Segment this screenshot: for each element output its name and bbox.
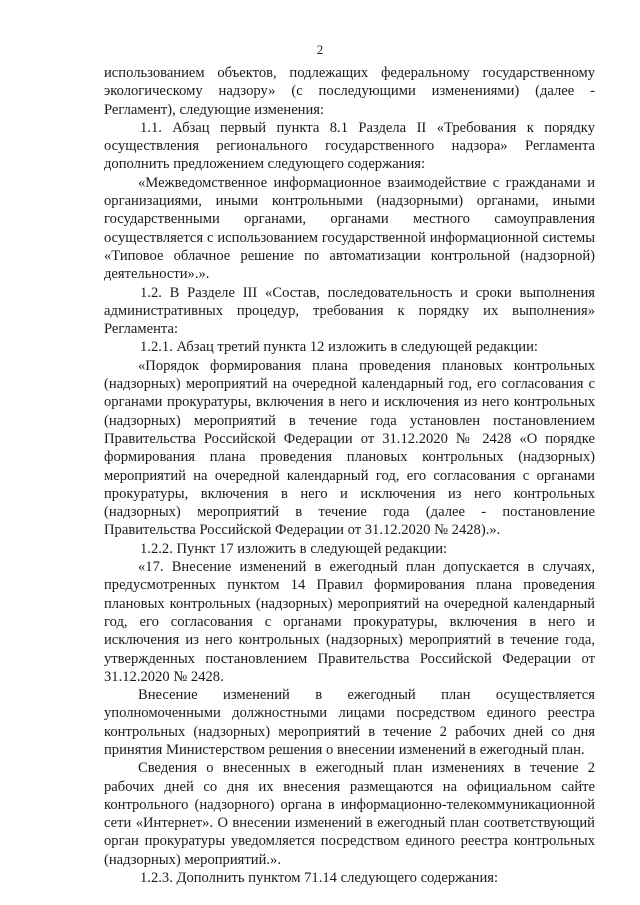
paragraph-quote-point-17: «17. Внесение изменений в ежегодный план допускается в случаях, предусмотренных пунктом 14 Правил формирования плана проведения плановых контрольных (надзорных) мероприятий на очередной календарный год, его согласования с органами прокуратуры, включения в него и исключения из него контрольных (надзорных) мероприятий в течение года, утвержденных постановлением Правительства Российской Федерации от 31.12.2020 № 2428. — [104, 559, 595, 685]
paragraph-quote-interaction: «Межведомственное информационное взаимодействие с гражданами и организациями, иными контрольными (надзорными) органами, иными государственными органами, органами местного самоуправления осуществляется с использованием государственной информационной системы «Типовое облачное решение по автоматизации контрольной (надзорной) деятельности».». — [104, 174, 595, 283]
paragraph-plan-changes: Внесение изменений в ежегодный план осуществляется уполномоченными должностными лицами посредством единого реестра контрольных (надзорных) мероприятий в течение 2 рабочих дней со дня принятия Министерством решения о внесении изменений в ежегодный план. — [104, 687, 595, 758]
paragraph-item-1-2-3: 1.2.3. Дополнить пунктом 71.14 следующего содержания: — [140, 870, 499, 887]
paragraph-item-1-1: 1.1. Абзац первый пункта 8.1 Раздела II «Требования к порядку осуществления регионального государственного надзора» Регламента дополнить предложением следующего содержания: — [104, 119, 595, 173]
paragraph-item-1-2-2: 1.2.2. Пункт 17 изложить в следующей редакции: — [140, 540, 448, 557]
paragraph-intro-continuation: использованием объектов, подлежащих федеральному государственному экологическому надзору» (с последующими изменениями) (далее - Регламент), следующие изменения: — [104, 65, 595, 118]
paragraph-item-1-2: 1.2. В Разделе III «Состав, последовательность и сроки выполнения административных процедур, требования к порядку их выполнения» Регламента: — [104, 284, 595, 338]
paragraph-item-1-2-1: 1.2.1. Абзац третий пункта 12 изложить в следующей редакции: — [140, 339, 538, 356]
page-number: 2 — [316, 42, 324, 57]
paragraph-plan-publication: Сведения о внесенных в ежегодный план изменениях в течение 2 рабочих дней со дня их внесения размещаются на официальном сайте контрольного (надзорного) органа в информационно-телекоммуникационной сети «Интернет». О внесении изменений в ежегодный план соответствующий орган прокуратуры уведомляется посредством единого реестра контрольных (надзорных) мероприятий.». — [104, 760, 595, 868]
paragraph-quote-plan-order: «Порядок формирования плана проведения плановых контрольных (надзорных) мероприятий на очередной календарный год, его согласования с органами прокуратуры, включения в него и исключения из него контрольных (надзорных) мероприятий в течение года установлен постановлением Правительства Российской Федерации от 31.12.2020 № 2428 «О порядке формирования плана проведения плановых контрольных (надзорных) мероприятий на очередной календарный год, его согласования с органами прокуратуры, включения в него и исключения из него контрольных (надзорных) мероприятий в течение года (далее - постановление Правительства Российской Федерации от 31.12.2020 № 2428).». — [104, 357, 595, 539]
document-body — [104, 64, 595, 887]
